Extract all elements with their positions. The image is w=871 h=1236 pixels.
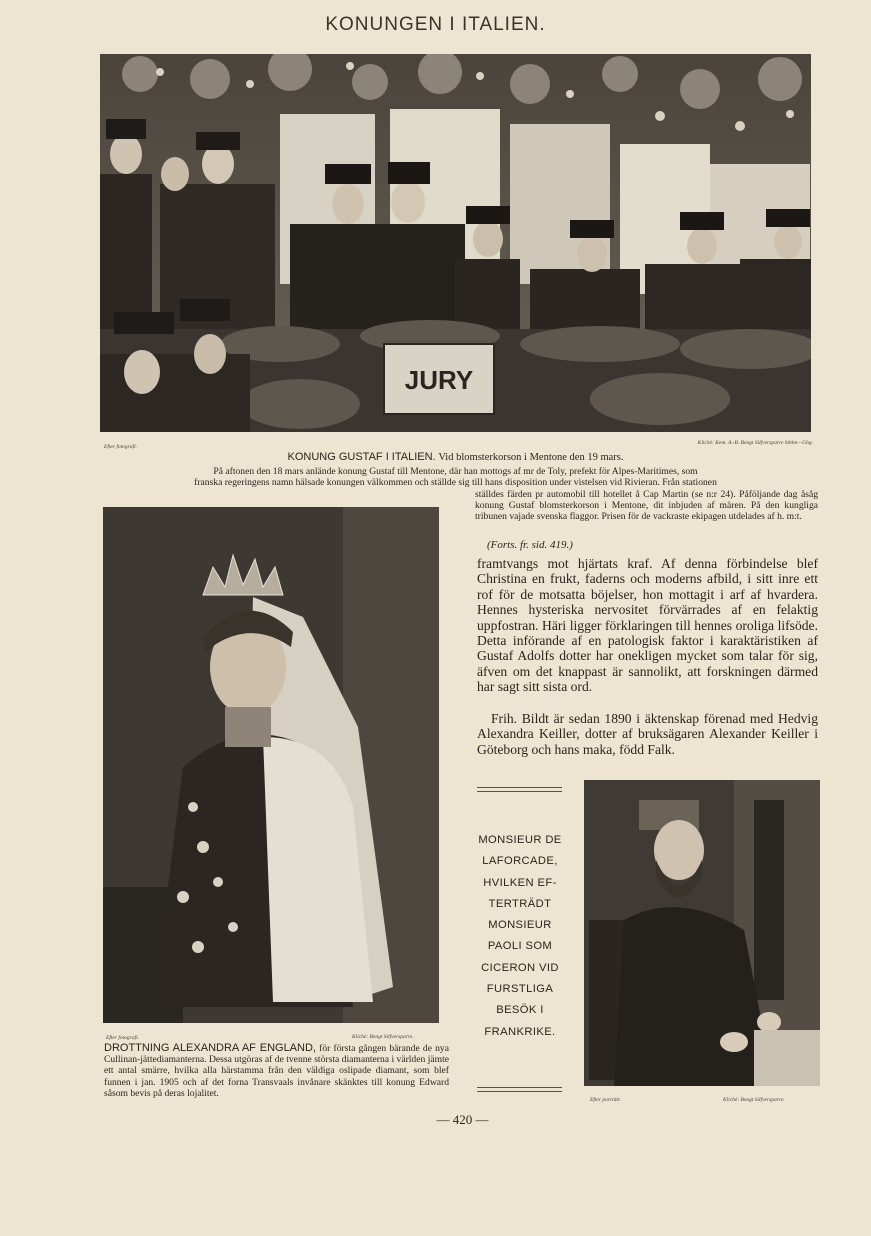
divider-bottom-1	[477, 1087, 562, 1088]
queen-caption-body: för första gången bärande de nya Cullinan-jättediamanterna. Dessa utgöras af de tvenne största diamanterna i världen jämte ett antal smärre, hvilka alla härstamma från den väldiga oslipade diamant, som blef funnen i jan. 1905 och af det forna Transvaals invånare skänktes till konung Edward såsom bevis på deras lojalitet.	[104, 1043, 449, 1099]
side-caption-line-6: PAOLI SOM	[487, 940, 553, 953]
page-number: — 420 —	[436, 1112, 489, 1127]
queen-caption	[104, 1043, 449, 1099]
side-caption-line-1: MONSIEUR DE	[478, 834, 562, 846]
article-paragraph-1: framtvangs mot hjärtats kraf. Af denna förbindelse blef Christina en frukt, faderns och moderns afbild, i sitt inre ett rof för de motsatta böjelser, hon mottagit i arf af hvardera. Hennes hysteriska nervositet förvärrades af en felaktig uppfostran. Häri ligger förklaringen till hennes oroliga lifsöde. Detta införande af en patologisk faktor i karaktäristiken af Gustaf Adolfs dotter har onekligen mycket som talar för sig, äfven om det knappast är sannolikt, att forskningen därmed har sagt sitt sista ord.	[477, 556, 818, 695]
side-caption-line-5: MONSIEUR	[488, 919, 552, 932]
continuation-note: (Forts. fr. sid. 419.)	[487, 539, 573, 551]
laforcade-portrait-illustration	[584, 780, 820, 1086]
side-caption-line-10: FRANKRIKE.	[484, 1025, 556, 1038]
laforcade-portrait-photo	[584, 780, 820, 1086]
top-caption-continuation: ställdes färden pr automobil till hotellet å Cap Martin (se n:r 24). Påföljande dag åsåg konung Gustaf blomsterkorson i Mentone, dit inbjuden af mären. På den kungliga tribunen vajade svenska flaggor. Prisen för de vackraste ekipagen utdelades af h. m:t.	[475, 489, 818, 523]
side-caption-line-9: BESÖK I	[496, 1004, 544, 1017]
top-caption-subtitle: Vid blomsterkorson i Mentone den 19 mars.	[438, 452, 624, 463]
divider-bottom-2	[477, 1091, 562, 1092]
queen-cliche-credit: Kliché: Bengt Silfversparre.	[352, 1034, 414, 1040]
jury-sign-text: JURY	[404, 365, 474, 395]
queen-photo-credit: Efter fotografi.	[106, 1035, 139, 1041]
side-caption	[470, 830, 570, 1043]
queen-caption-title: DROTTNING ALEXANDRA AF ENGLAND,	[104, 1042, 316, 1054]
queen-alexandra-illustration	[103, 507, 439, 1023]
portrait-photo-credit: Efter porträtt.	[590, 1097, 621, 1103]
side-caption-line-3: HVILKEN EF-	[483, 876, 557, 889]
divider-top-1	[477, 787, 562, 788]
top-caption-line-1: På aftonen den 18 mars anlände konung Gustaf till Mentone, där han mottogs af mr de Toly, prefekt för Alpes-Maritimes, som	[213, 466, 698, 477]
side-caption-line-4: TERTRÄDT	[488, 897, 552, 910]
top-caption-title: KONUNG GUSTAF I ITALIEN.	[287, 451, 436, 463]
page-title: KONUNGEN I ITALIEN.	[325, 14, 546, 35]
jury-photo-illustration	[100, 54, 811, 432]
photo-credit: Efter fotografi.	[104, 444, 137, 450]
side-caption-line-8: FURSTLIGA	[486, 983, 554, 996]
divider-top-2	[477, 791, 562, 792]
top-caption-heading	[100, 451, 811, 463]
jury-photo	[100, 54, 811, 432]
side-caption-line-7: CICERON VID	[481, 961, 559, 974]
top-caption-line-2: franska regeringens namn hälsade konungen välkommen och ställde sig till hans disposition under vistelsen vid Rivieran. Från stationen	[194, 477, 717, 488]
cliche-credit: Kliché: Kem. A.-B. Bengt Silfversparre Sthlm—Gbg.	[697, 440, 813, 446]
article-paragraph-2: Frih. Bildt är sedan 1890 i äktenskap förenad med Hedvig Alexandra Keiller, dotter af bruksägaren Alexander Keiller i Göteborg och hans maka, född Falk.	[477, 711, 818, 757]
queen-alexandra-photo	[103, 507, 439, 1023]
portrait-cliche-credit: Kliché: Bengt Silfversparre.	[723, 1097, 785, 1103]
side-caption-line-2: LAFORCADE,	[482, 855, 558, 868]
